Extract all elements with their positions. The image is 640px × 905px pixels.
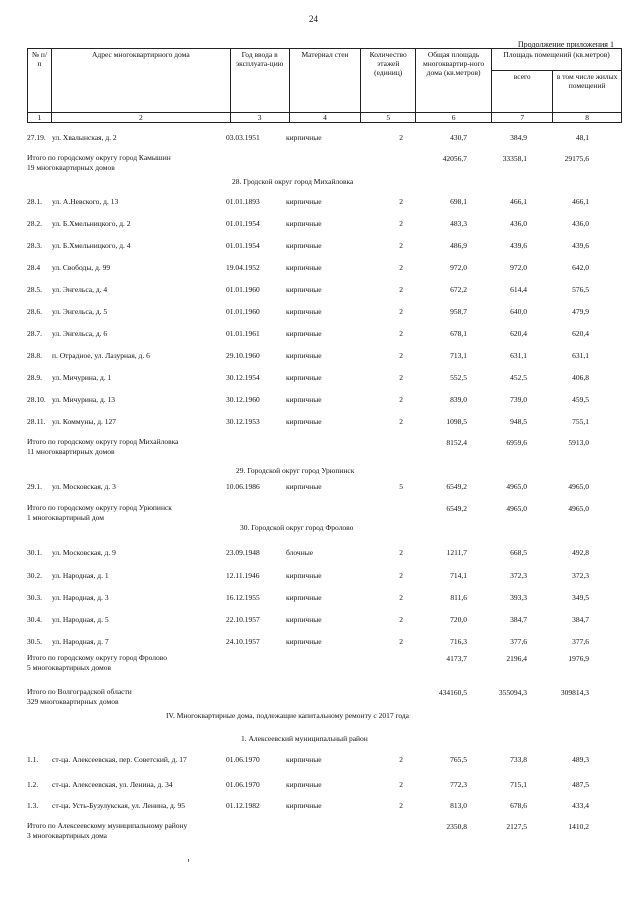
section-title: 30. Городской округ город Фролово bbox=[240, 523, 354, 532]
row-material: кирпичные bbox=[286, 197, 322, 206]
row-material: кирпичные bbox=[286, 329, 322, 338]
row-number: 28.3. bbox=[27, 241, 42, 250]
row-year: 01.06.1970 bbox=[226, 780, 260, 789]
header-col-premises-group: Площадь помещений (кв.метров) bbox=[492, 49, 622, 71]
page-number: 24 bbox=[309, 14, 318, 24]
header-col-material: Материал стен bbox=[289, 49, 361, 113]
row-year: 01.06.1970 bbox=[226, 755, 260, 764]
row-premises-living: 406,8 bbox=[572, 373, 589, 382]
table-row bbox=[0, 614, 640, 625]
row-address: ул. Московская, д. 3 bbox=[52, 482, 116, 491]
row-total-area: 813,0 bbox=[450, 801, 467, 810]
row-material: кирпичные bbox=[286, 755, 322, 764]
row-address: ул. Энгельса, д. 6 bbox=[52, 329, 108, 338]
row-number: 28.2. bbox=[27, 219, 42, 228]
row-address: ул. Б.Хмельницкого, д. 4 bbox=[52, 241, 131, 250]
page-mark bbox=[188, 859, 189, 862]
row-floors: 2 bbox=[399, 548, 403, 557]
row-number: 28.11. bbox=[27, 417, 46, 426]
row-floors: 2 bbox=[399, 307, 403, 316]
row-premises-living: 487,5 bbox=[572, 780, 589, 789]
row-floors: 2 bbox=[399, 755, 403, 764]
table-row bbox=[0, 547, 640, 558]
row-year: 22.10.1957 bbox=[226, 615, 260, 624]
row-address: ул. Коммуны, д. 127 bbox=[52, 417, 117, 426]
row-number: 28.7. bbox=[27, 329, 42, 338]
total-label: Итого по Волгоградской области bbox=[27, 687, 132, 696]
row-year: 16.12.1955 bbox=[226, 593, 260, 602]
section-title: 1. Алексеевский муниципальный район bbox=[241, 734, 368, 743]
row-floors: 2 bbox=[399, 417, 403, 426]
header-number-cell: 1 bbox=[28, 113, 52, 123]
total-label: Итого по Алексеевскому муниципальному району bbox=[27, 821, 188, 830]
total-premises-living: 29175,6 bbox=[564, 154, 589, 163]
header-number-row bbox=[28, 113, 622, 123]
row-address: ст-ца. Алексеевская, ул. Ленина, д. 34 bbox=[52, 780, 173, 789]
row-total-area: 1211,7 bbox=[446, 548, 467, 557]
header-col-total-area: Общая площадь многоквартир-ного дома (кв.метров) bbox=[415, 49, 491, 113]
total-area: 2350,8 bbox=[446, 822, 467, 831]
row-floors: 2 bbox=[399, 351, 403, 360]
row-floors: 5 bbox=[399, 482, 403, 491]
row-premises-all: 377,6 bbox=[510, 637, 527, 646]
row-premises-all: 972,0 bbox=[510, 263, 527, 272]
row-material: кирпичные bbox=[286, 351, 322, 360]
row-year: 19.04.1952 bbox=[226, 263, 260, 272]
section-title: 28. Гродской округ город Михайловка bbox=[232, 177, 354, 186]
total-label: Итого по городскому округу город Урюпинск bbox=[27, 503, 172, 512]
table-row bbox=[0, 218, 640, 229]
row-material: кирпичные bbox=[286, 417, 322, 426]
header-number-cell: 3 bbox=[230, 113, 289, 123]
row-year: 01.01.1954 bbox=[226, 219, 260, 228]
row-floors: 2 bbox=[399, 197, 403, 206]
row-year: 12.11.1946 bbox=[226, 571, 260, 580]
row-premises-all: 4965,0 bbox=[506, 482, 527, 491]
row-premises-living: 620,4 bbox=[572, 329, 589, 338]
row-year: 24.10.1957 bbox=[226, 637, 260, 646]
header-col-premises-living: в том числе жилых помещений bbox=[553, 71, 622, 113]
row-premises-all: 640,0 bbox=[510, 307, 527, 316]
row-premises-living: 479,9 bbox=[572, 307, 589, 316]
total-premises-living: 5913,0 bbox=[568, 438, 589, 447]
total-values-row bbox=[0, 503, 640, 514]
row-premises-all: 739,0 bbox=[510, 395, 527, 404]
row-material: кирпичные bbox=[286, 373, 322, 382]
total-values-row bbox=[0, 687, 640, 698]
row-premises-all: 678,6 bbox=[510, 801, 527, 810]
row-premises-all: 948,5 bbox=[510, 417, 527, 426]
row-premises-all: 614,4 bbox=[510, 285, 527, 294]
row-address: ул. Энгельса, д. 4 bbox=[52, 285, 108, 294]
row-number: 30.1. bbox=[27, 548, 42, 557]
total-label: Итого по городскому округу город Фролово bbox=[27, 653, 167, 662]
row-address: ул. Народная, д. 5 bbox=[52, 615, 109, 624]
row-premises-living: 755,1 bbox=[572, 417, 589, 426]
row-premises-living: 576,5 bbox=[572, 285, 589, 294]
table-row bbox=[0, 800, 640, 811]
table-row bbox=[0, 394, 640, 405]
total-premises-all: 6959,6 bbox=[506, 438, 527, 447]
row-premises-all: 384,9 bbox=[510, 133, 527, 142]
table-header bbox=[27, 48, 622, 123]
row-address: ул. Хвалынская, д. 2 bbox=[52, 133, 117, 142]
row-address: ул. Народная, д. 1 bbox=[52, 571, 109, 580]
table-row bbox=[0, 284, 640, 295]
row-address: ул. Энгельса, д. 5 bbox=[52, 307, 108, 316]
row-number: 1.1. bbox=[27, 755, 39, 764]
header-col-year: Год ввода в эксплуата-цию bbox=[230, 49, 289, 113]
row-number: 28.9. bbox=[27, 373, 42, 382]
row-total-area: 713,1 bbox=[450, 351, 467, 360]
row-floors: 2 bbox=[399, 373, 403, 382]
total-premises-living: 1410,2 bbox=[568, 822, 589, 831]
row-number: 28.6. bbox=[27, 307, 42, 316]
header-col-number: № п/п bbox=[28, 49, 52, 113]
row-premises-living: 384,7 bbox=[572, 615, 589, 624]
table-row bbox=[0, 240, 640, 251]
row-address: ст-ца. Алексеевская, пер. Советский, д. 17 bbox=[52, 755, 187, 764]
row-address: ул. Свободы, д. 99 bbox=[52, 263, 111, 272]
table-row bbox=[0, 262, 640, 273]
row-premises-living: 631,1 bbox=[572, 351, 589, 360]
row-total-area: 716,3 bbox=[450, 637, 467, 646]
row-address: ул. Народная, д. 3 bbox=[52, 593, 109, 602]
row-year: 01.12.1982 bbox=[226, 801, 260, 810]
total-values-row bbox=[0, 153, 640, 164]
row-year: 01.01.1893 bbox=[226, 197, 260, 206]
row-floors: 2 bbox=[399, 780, 403, 789]
row-premises-all: 715,1 bbox=[510, 780, 527, 789]
table-row bbox=[0, 350, 640, 361]
row-premises-living: 48,1 bbox=[575, 133, 589, 142]
row-premises-living: 377,6 bbox=[572, 637, 589, 646]
section-title: 29. Городской округ город Урюпинск bbox=[236, 466, 355, 475]
header-number-cell: 2 bbox=[51, 113, 230, 123]
table-row bbox=[0, 481, 640, 492]
continuation-note: Продолжение приложения 1 bbox=[517, 40, 614, 49]
row-total-area: 6549,2 bbox=[446, 482, 467, 491]
row-year: 01.01.1960 bbox=[226, 285, 260, 294]
total-count: 19 многоквартирных домов bbox=[27, 163, 115, 172]
total-premises-living: 1976,9 bbox=[568, 654, 589, 663]
total-values-row bbox=[0, 437, 640, 448]
row-number: 28.4 bbox=[27, 263, 41, 272]
row-year: 03.03.1951 bbox=[226, 133, 260, 142]
row-year: 01.01.1960 bbox=[226, 307, 260, 316]
row-premises-living: 642,0 bbox=[572, 263, 589, 272]
header-number-cell: 8 bbox=[553, 113, 622, 123]
row-address: ул. Народная, д. 7 bbox=[52, 637, 109, 646]
row-floors: 2 bbox=[399, 241, 403, 250]
table-row bbox=[0, 636, 640, 647]
row-premises-living: 349,5 bbox=[572, 593, 589, 602]
row-total-area: 552,5 bbox=[450, 373, 467, 382]
row-premises-all: 466,1 bbox=[510, 197, 527, 206]
total-premises-all: 2127,5 bbox=[506, 822, 527, 831]
row-number: 30.5. bbox=[27, 637, 42, 646]
row-year: 30.12.1954 bbox=[226, 373, 260, 382]
row-floors: 2 bbox=[399, 801, 403, 810]
row-number: 1.2. bbox=[27, 780, 39, 789]
row-address: ул. Мичурина, д. 13 bbox=[52, 395, 116, 404]
total-premises-all: 4965,0 bbox=[506, 504, 527, 513]
total-count: 5 многоквартирных домов bbox=[27, 663, 112, 672]
row-total-area: 772,3 bbox=[450, 780, 467, 789]
row-total-area: 698,1 bbox=[450, 197, 467, 206]
row-total-area: 972,0 bbox=[450, 263, 467, 272]
row-material: блочные bbox=[286, 548, 314, 557]
row-total-area: 811,6 bbox=[450, 593, 467, 602]
row-number: 28.1. bbox=[27, 197, 42, 206]
row-total-area: 714,1 bbox=[450, 571, 467, 580]
table-row bbox=[0, 592, 640, 603]
row-floors: 2 bbox=[399, 395, 403, 404]
total-count: 1 многоквартирный дом bbox=[27, 513, 104, 522]
row-total-area: 958,7 bbox=[450, 307, 467, 316]
row-material: кирпичные bbox=[286, 801, 322, 810]
row-total-area: 720,0 bbox=[450, 615, 467, 624]
table-row bbox=[0, 306, 640, 317]
table-row bbox=[0, 132, 640, 143]
row-number: 30.4. bbox=[27, 615, 42, 624]
row-year: 29.10.1960 bbox=[226, 351, 260, 360]
row-number: 29.1. bbox=[27, 482, 42, 491]
table-row bbox=[0, 570, 640, 581]
row-material: кирпичные bbox=[286, 307, 322, 316]
row-premises-all: 631,1 bbox=[510, 351, 527, 360]
row-total-area: 483,3 bbox=[450, 219, 467, 228]
row-floors: 2 bbox=[399, 615, 403, 624]
total-label: Итого по городскому округу город Михайловка bbox=[27, 437, 179, 446]
row-number: 1.3. bbox=[27, 801, 39, 810]
row-material: кирпичные bbox=[286, 241, 322, 250]
row-material: кирпичные bbox=[286, 780, 322, 789]
row-year: 30.12.1953 bbox=[226, 417, 260, 426]
row-material: кирпичные bbox=[286, 285, 322, 294]
row-premises-all: 620,4 bbox=[510, 329, 527, 338]
row-material: кирпичные bbox=[286, 593, 322, 602]
header-number-cell: 5 bbox=[361, 113, 415, 123]
row-year: 01.01.1954 bbox=[226, 241, 260, 250]
row-material: кирпичные bbox=[286, 395, 322, 404]
row-premises-all: 436,0 bbox=[510, 219, 527, 228]
row-premises-living: 4965,0 bbox=[568, 482, 589, 491]
row-premises-all: 668,5 bbox=[510, 548, 527, 557]
row-address: п. Отрадное, ул. Лазурная, д. 6 bbox=[52, 351, 150, 360]
part-title: IV. Многоквартирные дома, подлежащие капитальному ремонту с 2017 года bbox=[166, 711, 410, 720]
row-floors: 2 bbox=[399, 593, 403, 602]
row-premises-all: 393,3 bbox=[510, 593, 527, 602]
table-row bbox=[0, 754, 640, 765]
row-premises-living: 489,3 bbox=[572, 755, 589, 764]
row-floors: 2 bbox=[399, 329, 403, 338]
total-area: 434160,5 bbox=[438, 688, 467, 697]
row-material: кирпичные bbox=[286, 615, 322, 624]
row-total-area: 430,7 bbox=[450, 133, 467, 142]
row-address: ул. Б.Хмельницкого, д. 2 bbox=[52, 219, 131, 228]
total-count: 329 многоквартирных домов bbox=[27, 697, 119, 706]
row-material: кирпичные bbox=[286, 263, 322, 272]
row-floors: 2 bbox=[399, 285, 403, 294]
row-premises-all: 439,6 bbox=[510, 241, 527, 250]
row-premises-living: 492,8 bbox=[572, 548, 589, 557]
row-material: кирпичные bbox=[286, 482, 322, 491]
row-number: 30.2. bbox=[27, 571, 42, 580]
row-address: ул. Московская, д. 9 bbox=[52, 548, 116, 557]
header-number-cell: 4 bbox=[289, 113, 361, 123]
row-floors: 2 bbox=[399, 133, 403, 142]
total-premises-all: 355094,3 bbox=[498, 688, 527, 697]
row-total-area: 672,2 bbox=[450, 285, 467, 294]
row-number: 27.19. bbox=[27, 133, 46, 142]
header-col-address: Адрес многоквартирного дома bbox=[51, 49, 230, 113]
header-col-premises-all: всего bbox=[492, 71, 553, 113]
row-number: 28.5. bbox=[27, 285, 42, 294]
row-year: 10.06.1986 bbox=[226, 482, 260, 491]
row-floors: 2 bbox=[399, 637, 403, 646]
header-number-cell: 6 bbox=[415, 113, 491, 123]
row-floors: 2 bbox=[399, 219, 403, 228]
row-number: 28.10. bbox=[27, 395, 46, 404]
row-premises-all: 372,3 bbox=[510, 571, 527, 580]
row-total-area: 765,5 bbox=[450, 755, 467, 764]
row-material: кирпичные bbox=[286, 133, 322, 142]
table-row bbox=[0, 328, 640, 339]
total-values-row bbox=[0, 653, 640, 664]
row-premises-all: 384,7 bbox=[510, 615, 527, 624]
total-label: Итого по городскому округу город Камышин bbox=[27, 153, 171, 162]
row-premises-all: 733,8 bbox=[510, 755, 527, 764]
total-area: 4173,7 bbox=[446, 654, 467, 663]
table-row bbox=[0, 372, 640, 383]
total-premises-living: 4965,0 bbox=[568, 504, 589, 513]
total-values-row bbox=[0, 821, 640, 832]
row-premises-living: 433,4 bbox=[572, 801, 589, 810]
row-address: ул. Мичурина, д. 1 bbox=[52, 373, 112, 382]
row-premises-living: 459,5 bbox=[572, 395, 589, 404]
row-total-area: 839,0 bbox=[450, 395, 467, 404]
header-col-floors: Количество этажей (единиц) bbox=[361, 49, 415, 113]
row-floors: 2 bbox=[399, 263, 403, 272]
row-material: кирпичные bbox=[286, 637, 322, 646]
header-number-cell: 7 bbox=[492, 113, 553, 123]
row-total-area: 1098,5 bbox=[446, 417, 467, 426]
row-premises-living: 439,6 bbox=[572, 241, 589, 250]
row-premises-living: 372,3 bbox=[572, 571, 589, 580]
total-premises-all: 2196,4 bbox=[506, 654, 527, 663]
table-row bbox=[0, 196, 640, 207]
total-count: 3 многоквартирных дома bbox=[27, 831, 108, 840]
total-area: 6549,2 bbox=[446, 504, 467, 513]
table-row bbox=[0, 779, 640, 790]
total-area: 8152,4 bbox=[446, 438, 467, 447]
total-count: 11 многоквартирных домов bbox=[27, 447, 115, 456]
row-year: 23.09.1948 bbox=[226, 548, 260, 557]
row-total-area: 486,9 bbox=[450, 241, 467, 250]
row-premises-living: 436,0 bbox=[572, 219, 589, 228]
row-number: 30.3. bbox=[27, 593, 42, 602]
row-premises-all: 452,5 bbox=[510, 373, 527, 382]
row-year: 01.01.1961 bbox=[226, 329, 260, 338]
table-row bbox=[0, 416, 640, 427]
row-total-area: 678,1 bbox=[450, 329, 467, 338]
row-premises-living: 466,1 bbox=[572, 197, 589, 206]
row-material: кирпичные bbox=[286, 219, 322, 228]
row-material: кирпичные bbox=[286, 571, 322, 580]
row-year: 30.12.1960 bbox=[226, 395, 260, 404]
total-premises-living: 309814,3 bbox=[560, 688, 589, 697]
row-address: ст-ца. Усть-Бузулукская, ул. Ленина, д. 95 bbox=[52, 801, 186, 810]
row-number: 28.8. bbox=[27, 351, 42, 360]
row-address: ул. А.Невского, д. 13 bbox=[52, 197, 119, 206]
total-area: 42056,7 bbox=[442, 154, 467, 163]
total-premises-all: 33358,1 bbox=[502, 154, 527, 163]
row-floors: 2 bbox=[399, 571, 403, 580]
